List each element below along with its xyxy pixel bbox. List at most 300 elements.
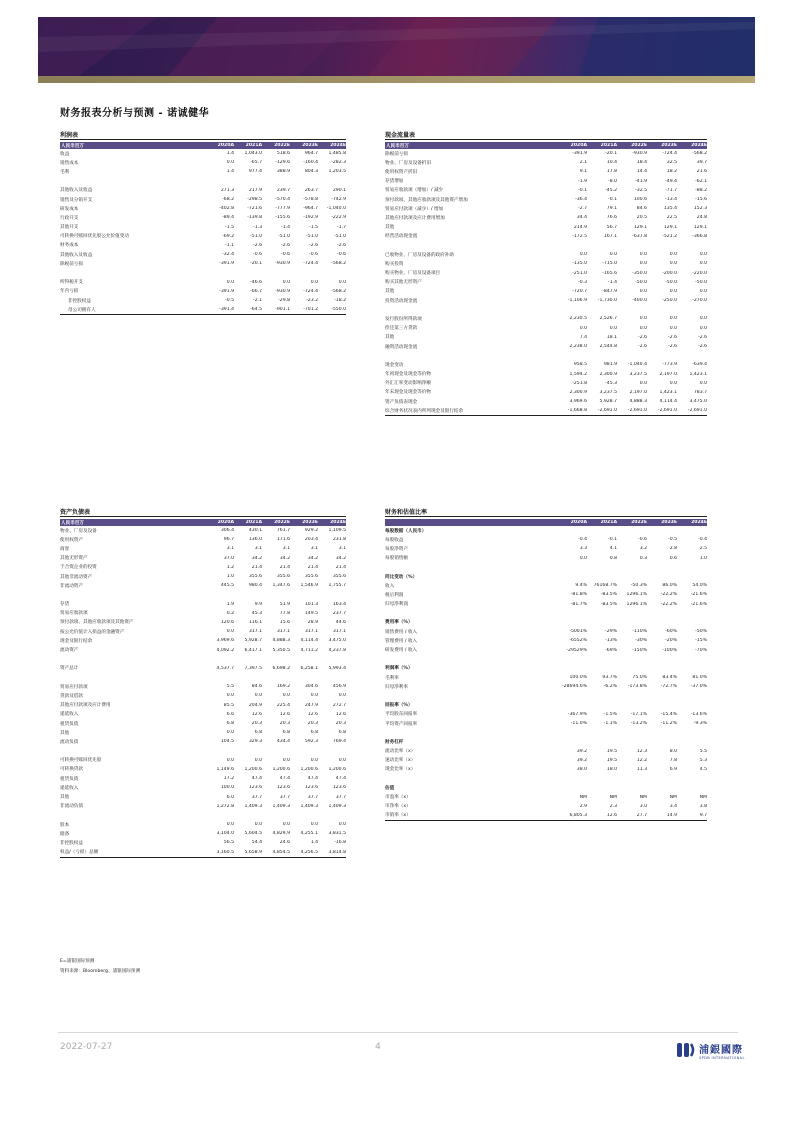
row-value: 0.0 bbox=[226, 730, 234, 736]
table-row bbox=[385, 710, 707, 719]
row-value: 4,888.3 bbox=[629, 399, 647, 405]
table-row bbox=[385, 636, 707, 645]
row-value: 123.6 bbox=[276, 785, 290, 791]
row-value: 5,993.4 bbox=[328, 665, 346, 671]
row-value: -270.0 bbox=[692, 298, 707, 304]
row-value: -50.3% bbox=[630, 583, 647, 589]
table-row bbox=[60, 305, 346, 314]
row-value: 355.6 bbox=[332, 574, 346, 580]
row-value: 21.4 bbox=[251, 564, 262, 570]
row-value: 6.8 bbox=[254, 730, 262, 736]
row-value: -1.1 bbox=[225, 242, 234, 248]
row-value: -88.2 bbox=[695, 187, 707, 193]
row-label: 收益 bbox=[60, 151, 70, 157]
row-value: 84.6 bbox=[636, 206, 647, 212]
table-row bbox=[385, 645, 707, 654]
row-value: 21.4 bbox=[307, 564, 318, 570]
row-label: 其他 bbox=[60, 795, 70, 801]
table-row bbox=[385, 655, 707, 664]
year-header: 2021A bbox=[600, 520, 617, 525]
row-label: 年初现金及现金等价物 bbox=[385, 372, 431, 378]
row-value: 14.4 bbox=[636, 169, 647, 175]
row-value: -1,106.9 bbox=[567, 298, 587, 304]
row-label: 非流动资产 bbox=[60, 583, 83, 589]
row-value: 1,409.3 bbox=[300, 803, 318, 809]
row-value: 214.9 bbox=[573, 224, 587, 230]
table-row bbox=[385, 535, 707, 544]
row-label: 可转换贷款 bbox=[60, 767, 83, 773]
row-value: 18.1 bbox=[606, 334, 617, 340]
row-label: 平均资产回报率 bbox=[385, 721, 418, 727]
table-row bbox=[60, 186, 346, 195]
table-row bbox=[385, 324, 707, 333]
row-value: 0.0 bbox=[282, 822, 290, 828]
row-value: -1.5% bbox=[603, 711, 617, 717]
year-header: 2024E bbox=[330, 520, 346, 525]
row-value: 120.6 bbox=[220, 619, 234, 625]
row-value: -37.0% bbox=[690, 684, 707, 690]
year-header: 2020A bbox=[217, 143, 234, 148]
row-label: 毛利率 bbox=[385, 675, 399, 681]
row-value: -13.2% bbox=[630, 721, 647, 727]
row-label: 经营活动现金流 bbox=[385, 234, 418, 240]
row-value: -64.5 bbox=[250, 307, 262, 313]
row-value: 20.3 bbox=[279, 721, 290, 727]
row-value: -1.4 bbox=[281, 224, 290, 230]
row-value: 1,546.9 bbox=[300, 583, 318, 589]
table-row bbox=[385, 811, 707, 820]
row-value: 167.1 bbox=[603, 233, 617, 239]
row-value: -0.4 bbox=[578, 537, 587, 543]
row-value: 3.1 bbox=[254, 546, 262, 552]
row-value: 1,755.7 bbox=[328, 583, 346, 589]
row-label: 商誉 bbox=[60, 546, 70, 552]
unit-label: 人民币百万 bbox=[61, 520, 84, 526]
row-label: 偿还第三方贷款 bbox=[385, 326, 418, 332]
row-value: 37.7 bbox=[251, 794, 262, 800]
row-value: -930.9 bbox=[275, 261, 290, 267]
row-value: 263.7 bbox=[304, 187, 318, 193]
row-value: 169.2 bbox=[276, 684, 290, 690]
row-value: 12.3 bbox=[636, 748, 647, 754]
table-row bbox=[60, 701, 346, 710]
row-value: 290.1 bbox=[332, 187, 346, 193]
row-value: 2,300.9 bbox=[599, 371, 617, 377]
row-value: -15.4% bbox=[660, 711, 677, 717]
table-row bbox=[60, 213, 346, 222]
row-value: 6.6 bbox=[226, 711, 234, 717]
row-value: -51.0 bbox=[278, 233, 290, 239]
row-value: 136.0 bbox=[248, 537, 262, 543]
row-label: 其他开支 bbox=[60, 225, 79, 231]
row-value: 6,698.2 bbox=[272, 665, 290, 671]
row-value: 1,200.6 bbox=[244, 766, 262, 772]
row-value: 5,928.7 bbox=[599, 399, 617, 405]
row-value: -2.7 bbox=[578, 206, 587, 212]
row-value: 0.0 bbox=[579, 325, 587, 331]
row-value: -21.6% bbox=[690, 592, 707, 598]
row-value: -0.6 bbox=[337, 252, 346, 258]
row-value: 1,423.1 bbox=[689, 371, 707, 377]
row-value: 47.4 bbox=[279, 776, 290, 782]
row-value: -89.4 bbox=[222, 215, 234, 221]
table-row bbox=[385, 526, 707, 535]
row-value: 2.8 bbox=[669, 546, 677, 552]
row-value: 2,230.5 bbox=[569, 316, 587, 322]
row-label: 市销率（x） bbox=[385, 813, 411, 819]
row-value: 2,197.0 bbox=[659, 371, 677, 377]
year-header: 2023E bbox=[661, 143, 677, 148]
row-value: 163.4 bbox=[332, 601, 346, 607]
row-value: -251.8 bbox=[572, 380, 587, 386]
row-value: 4,092.2 bbox=[216, 647, 234, 653]
table-row bbox=[385, 333, 707, 342]
row-value: -83.5% bbox=[600, 601, 617, 607]
row-value: -0.4 bbox=[698, 537, 707, 543]
spdb-logo-icon bbox=[676, 1040, 696, 1060]
row-value: 783.7 bbox=[693, 389, 707, 395]
row-value: 20.3 bbox=[251, 721, 262, 727]
row-value: -155.6 bbox=[275, 215, 290, 221]
row-value: -521.2 bbox=[662, 233, 677, 239]
row-label: 研发费用 / 收入 bbox=[385, 648, 418, 654]
table-header bbox=[60, 142, 346, 149]
table-row bbox=[60, 820, 346, 829]
row-value: 86.0% bbox=[662, 583, 677, 589]
table-end-line bbox=[60, 857, 346, 858]
row-label: 其他应付款项及应计费用 bbox=[60, 703, 111, 709]
row-value: 104.5 bbox=[220, 739, 234, 745]
year-header: 2021A bbox=[245, 143, 262, 148]
row-label: 收入 bbox=[385, 583, 395, 589]
row-value: -1.7 bbox=[337, 224, 346, 230]
row-label: 可转换可赎回优先股公允价值变动 bbox=[60, 234, 129, 240]
row-value: -192.9 bbox=[303, 215, 318, 221]
row-value: 0.0 bbox=[669, 380, 677, 386]
row-value: -1.4 bbox=[608, 279, 617, 285]
table-row bbox=[385, 609, 707, 618]
row-value: 6.8 bbox=[226, 721, 234, 727]
row-value: -1.5 bbox=[309, 224, 318, 230]
row-value: 317.1 bbox=[276, 629, 290, 635]
row-value: 0.0 bbox=[699, 325, 707, 331]
row-label: 毛利 bbox=[60, 169, 70, 175]
row-label: 研发成本 bbox=[60, 206, 79, 212]
row-value: 231.8 bbox=[332, 537, 346, 543]
row-value: -160.4 bbox=[303, 160, 318, 166]
row-value: -391.9 bbox=[572, 151, 587, 157]
row-value: 769.4 bbox=[332, 739, 346, 745]
row-value: 317.1 bbox=[248, 629, 262, 635]
row-label: 已收物业、厂房及设备的政府补助 bbox=[385, 252, 454, 258]
row-value: 3.8 bbox=[699, 803, 707, 809]
table-row bbox=[60, 241, 346, 250]
row-label: 购买投资 bbox=[385, 261, 404, 267]
row-value: 3,104.0 bbox=[216, 831, 234, 837]
table-row bbox=[385, 691, 707, 700]
row-value: 0.0 bbox=[699, 380, 707, 386]
row-value: 4.5 bbox=[699, 766, 707, 772]
row-value: 47.4 bbox=[335, 776, 346, 782]
row-value: 1,347.6 bbox=[272, 583, 290, 589]
table-row bbox=[60, 673, 346, 682]
row-value: -172.5 bbox=[572, 233, 587, 239]
row-value: NM bbox=[699, 794, 707, 800]
row-value: 456.9 bbox=[332, 684, 346, 690]
row-label: 储备 bbox=[60, 831, 70, 837]
table-row bbox=[60, 572, 346, 581]
row-label: 预付款项、其他应收款项及其他资产 bbox=[60, 620, 134, 626]
table-row bbox=[60, 149, 346, 158]
row-label: 其他收入及收益 bbox=[60, 252, 93, 258]
row-value: 217.9 bbox=[248, 187, 262, 193]
table-row bbox=[385, 719, 707, 728]
row-value: 355.6 bbox=[304, 574, 318, 580]
row-value: -51.0 bbox=[306, 233, 318, 239]
row-value: 56.5 bbox=[223, 840, 234, 846]
row-value: 6,805.3 bbox=[569, 812, 587, 818]
header-banner bbox=[38, 17, 755, 76]
row-value: -29% bbox=[605, 629, 617, 635]
table-row bbox=[385, 673, 707, 682]
row-value: 21.6 bbox=[696, 169, 707, 175]
row-value: 0.0 bbox=[254, 757, 262, 763]
row-value: NM bbox=[579, 794, 587, 800]
row-value: 4,829.9 bbox=[272, 831, 290, 837]
table-row bbox=[385, 158, 707, 167]
table-row bbox=[385, 186, 707, 195]
row-value: -742.9 bbox=[331, 197, 346, 203]
row-value: 123.6 bbox=[332, 785, 346, 791]
row-value: -0.5 bbox=[668, 537, 677, 543]
row-label: 行政开支 bbox=[60, 215, 79, 221]
row-label: 资产总计 bbox=[60, 666, 79, 672]
row-value: -222.9 bbox=[331, 215, 346, 221]
row-value: 2,544.8 bbox=[599, 344, 617, 350]
row-value: 1.2 bbox=[226, 564, 234, 570]
row-label: 市盈率（x） bbox=[385, 795, 411, 801]
row-label: 现金比率（x） bbox=[385, 767, 416, 773]
row-value: 355.6 bbox=[276, 574, 290, 580]
row-value: -773.9 bbox=[662, 362, 677, 368]
row-value: 237.7 bbox=[332, 610, 346, 616]
row-value: -13% bbox=[605, 638, 617, 644]
year-header: 2022E bbox=[631, 143, 647, 148]
row-value: -15.6 bbox=[695, 197, 707, 203]
row-value: 0.0 bbox=[639, 316, 647, 322]
row-value: 17.2 bbox=[223, 776, 234, 782]
row-value: 100.0% bbox=[569, 675, 587, 681]
row-value: -5001% bbox=[569, 629, 587, 635]
note-estimate: E=浦银国际预测 bbox=[60, 959, 95, 964]
year-header: 2023E bbox=[302, 520, 318, 525]
row-label: 流动负债 bbox=[60, 739, 79, 745]
row-value: 6,417.1 bbox=[244, 647, 262, 653]
row-label: 租赁负债 bbox=[60, 776, 79, 782]
row-value: 0.0 bbox=[699, 261, 707, 267]
table-row bbox=[60, 563, 346, 572]
row-value: -15% bbox=[695, 638, 707, 644]
row-label: 使用权资产 bbox=[60, 537, 83, 543]
row-value: -930.9 bbox=[275, 288, 290, 294]
row-value: 0.0 bbox=[338, 693, 346, 699]
row-value: 1.4 bbox=[226, 169, 234, 175]
table-row bbox=[60, 627, 346, 636]
table-end-line bbox=[385, 820, 707, 821]
table-row bbox=[60, 526, 346, 535]
row-value: 3,160.5 bbox=[216, 849, 234, 855]
table-row bbox=[60, 829, 346, 838]
row-label: 使用权资产折旧 bbox=[385, 169, 418, 175]
row-value: 19.5 bbox=[606, 757, 617, 763]
row-value: -1.1% bbox=[603, 721, 617, 727]
row-value: 18.2 bbox=[666, 169, 677, 175]
row-value: -0.6 bbox=[638, 537, 647, 543]
row-value: 96.7 bbox=[223, 537, 234, 543]
row-value: 4,537.7 bbox=[216, 665, 234, 671]
table-row bbox=[385, 554, 707, 563]
table-row bbox=[385, 342, 707, 351]
row-label: 于合资企业的投资 bbox=[60, 565, 97, 571]
row-value: 0.0 bbox=[639, 325, 647, 331]
row-label: 租赁负债 bbox=[60, 721, 79, 727]
row-value: 3,237.5 bbox=[599, 389, 617, 395]
row-value: 20.3 bbox=[335, 721, 346, 727]
row-value: 7,397.5 bbox=[244, 665, 262, 671]
row-value: 2,300.9 bbox=[569, 389, 587, 395]
footer-date: 2022-07-27 bbox=[60, 1042, 113, 1052]
row-value: -68.2 bbox=[222, 197, 234, 203]
table-row bbox=[385, 259, 707, 268]
row-value: 1,149.6 bbox=[216, 766, 234, 772]
row-value: -71.7 bbox=[665, 187, 677, 193]
row-value: 3.1 bbox=[226, 546, 234, 552]
table-row bbox=[385, 600, 707, 609]
row-value: 0.0 bbox=[699, 252, 707, 258]
row-value: 0.0 bbox=[669, 325, 677, 331]
table-header bbox=[385, 142, 707, 149]
row-label: 母公司拥有人 bbox=[68, 307, 96, 313]
row-value: 24.8 bbox=[696, 215, 707, 221]
row-value: -9.3% bbox=[693, 721, 707, 727]
section-title: 资产负债表 bbox=[60, 507, 346, 517]
row-label: 归母净利率 bbox=[385, 684, 408, 690]
row-value: 54.0% bbox=[692, 583, 707, 589]
table-row bbox=[385, 618, 707, 627]
row-label: 存货 bbox=[60, 602, 70, 608]
row-value: 85.5 bbox=[223, 702, 234, 708]
row-label: 年内亏损 bbox=[60, 289, 79, 295]
row-value: 83.4% bbox=[662, 675, 677, 681]
row-value: 0.0 bbox=[609, 325, 617, 331]
row-value: 1.0 bbox=[699, 555, 707, 561]
row-value: -62.1 bbox=[695, 178, 707, 184]
year-header: 2024E bbox=[330, 143, 346, 148]
table-row bbox=[60, 802, 346, 811]
row-value: -65.7 bbox=[250, 160, 262, 166]
row-value: 14.9 bbox=[666, 812, 677, 818]
row-value: -1,040.0 bbox=[326, 206, 346, 212]
table-row bbox=[385, 701, 707, 710]
row-value: 37.0 bbox=[223, 555, 234, 561]
row-value: 9.9 bbox=[254, 601, 262, 607]
row-value: 75.0% bbox=[632, 675, 647, 681]
row-value: 20.5 bbox=[636, 215, 647, 221]
table-row bbox=[385, 563, 707, 572]
row-value: -2.6 bbox=[337, 242, 346, 248]
row-value: -298.5 bbox=[247, 197, 262, 203]
row-value: 15.6 bbox=[279, 619, 290, 625]
row-value: -135.0 bbox=[572, 261, 587, 267]
year-header: 2020A bbox=[570, 520, 587, 525]
row-value: 0.0 bbox=[669, 252, 677, 258]
table-row bbox=[60, 204, 346, 213]
row-value: -402.8 bbox=[219, 206, 234, 212]
row-value: -2,691.0 bbox=[597, 408, 617, 414]
row-value: 0.0 bbox=[669, 261, 677, 267]
row-value: 34.4 bbox=[576, 215, 587, 221]
row-label: 贷款及借款 bbox=[60, 693, 83, 699]
row-value: 129.1 bbox=[633, 224, 647, 230]
row-label: 综合财务状况表内所列现金及银行结余 bbox=[385, 408, 464, 414]
row-value: -724.4 bbox=[662, 151, 677, 157]
row-value: 0.0 bbox=[282, 693, 290, 699]
row-value: 4,854.5 bbox=[272, 849, 290, 855]
table-end-line bbox=[385, 415, 707, 416]
table-row bbox=[385, 627, 707, 636]
row-label: 除税前亏损 bbox=[60, 261, 83, 267]
unit-label: 人民币百万 bbox=[386, 143, 409, 149]
row-value: 76168.7% bbox=[593, 583, 617, 589]
row-value: 149.5 bbox=[304, 610, 318, 616]
row-value: 0.0 bbox=[639, 261, 647, 267]
row-value: 1296.1% bbox=[626, 592, 647, 598]
row-value: 135.4 bbox=[663, 206, 677, 212]
row-label: 非控股权益 bbox=[60, 840, 83, 846]
row-value: 84.6 bbox=[251, 684, 262, 690]
table-row bbox=[60, 719, 346, 728]
row-value: -17.1% bbox=[630, 711, 647, 717]
row-value: -20.1 bbox=[250, 261, 262, 267]
row-value: 271.3 bbox=[220, 187, 234, 193]
row-value: 0.0 bbox=[669, 316, 677, 322]
table-row bbox=[385, 590, 707, 599]
row-value: -83.5% bbox=[600, 592, 617, 598]
table-row bbox=[385, 213, 707, 222]
row-value: 0.0 bbox=[669, 288, 677, 294]
table-row bbox=[60, 774, 346, 783]
row-value: 12.6 bbox=[335, 711, 346, 717]
row-value: -2.1 bbox=[253, 298, 262, 304]
row-value: 317.1 bbox=[332, 629, 346, 635]
row-value: -70% bbox=[695, 647, 707, 653]
row-value: 1,043.0 bbox=[244, 151, 262, 157]
row-value: 100.0 bbox=[220, 785, 234, 791]
row-value: -50.0 bbox=[695, 279, 707, 285]
row-value: 2.5 bbox=[699, 546, 707, 552]
row-value: -46.6 bbox=[250, 279, 262, 285]
table-end-line bbox=[60, 314, 346, 315]
table-row bbox=[60, 811, 346, 820]
row-value: NM bbox=[639, 794, 647, 800]
row-value: 0.0 bbox=[226, 279, 234, 285]
row-value: 1,200.6 bbox=[328, 766, 346, 772]
row-label: 每股净资产 bbox=[385, 546, 408, 552]
table-row bbox=[60, 177, 346, 186]
table-row bbox=[60, 682, 346, 691]
row-value: -100% bbox=[662, 647, 677, 653]
row-value: 5,350.5 bbox=[272, 647, 290, 653]
